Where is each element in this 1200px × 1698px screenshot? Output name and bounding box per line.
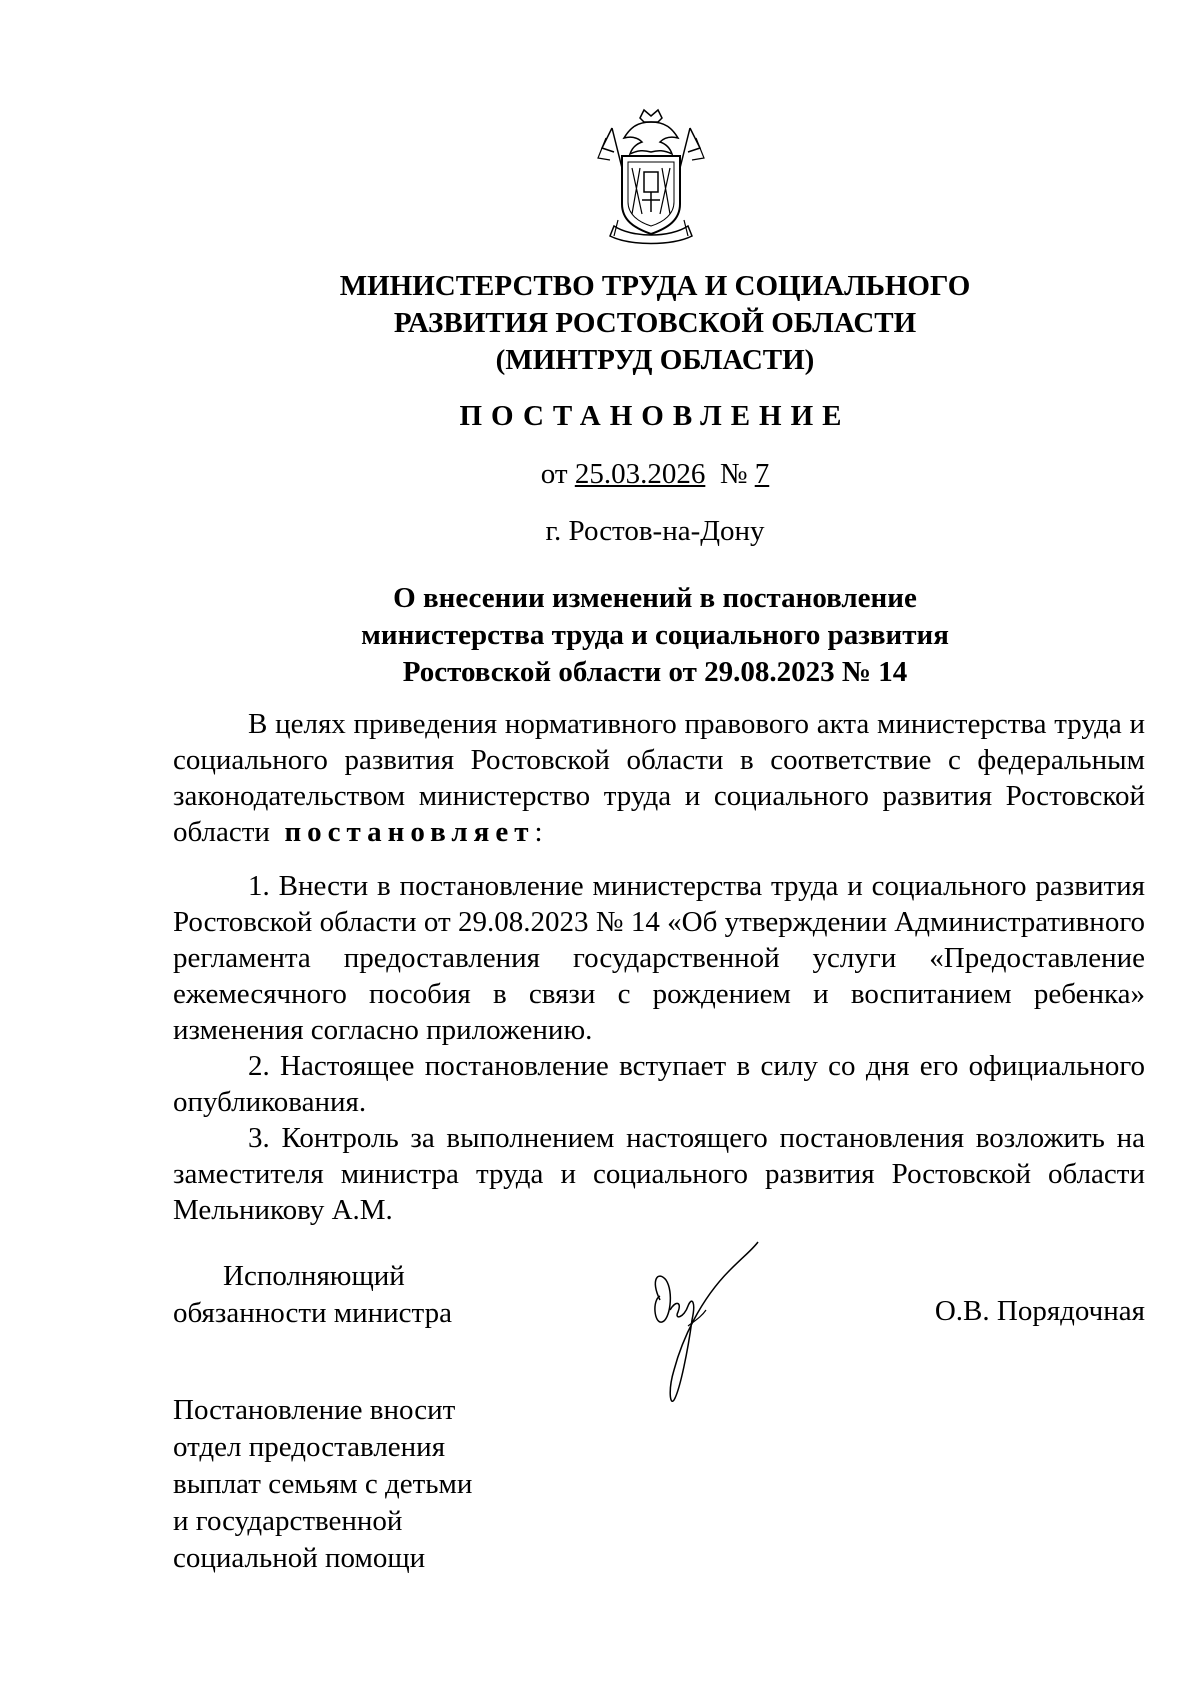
position-line: обязанности министра <box>173 1297 452 1329</box>
document-city: г. Ростов-на-Дону <box>545 515 765 547</box>
footer-line: выплат семьям с детьми <box>173 1468 473 1500</box>
ministry-line: РАЗВИТИЯ РОСТОВСКОЙ ОБЛАСТИ <box>393 307 917 339</box>
resolution-item: 2. Настоящее постановление вступает в силу со дня его официального опубликования. <box>173 1050 1145 1118</box>
document-date-number <box>160 458 1150 491</box>
resolution-item: 3. Контроль за выполнением настоящего постановления возложить на заместителя министра труда и социального развития Ростовской области Мельникову А.М. <box>173 1122 1145 1226</box>
coat-of-arms-icon <box>592 108 710 248</box>
preamble <box>173 706 1145 850</box>
signature-icon <box>640 1240 780 1410</box>
subject-line: О внесении изменений в постановление <box>393 582 917 614</box>
ministry-line: МИНИСТЕРСТВО ТРУДА И СОЦИАЛЬНОГО <box>339 270 971 302</box>
preamble-text: В целях приведения нормативного правового акта министерства труда и социального развития Ростовской области в соответствие с федеральным законодательством министерство труда и социального развития Ростовской области <box>173 708 1145 848</box>
resolution-items <box>173 868 1145 1228</box>
document-date: 25.03.2026 <box>574 458 706 490</box>
document-number: 7 <box>754 458 770 490</box>
subject-line: Ростовской области от 29.08.2023 № 14 <box>402 656 908 688</box>
resolves-word: постановляет <box>284 816 535 848</box>
number-prefix: № <box>719 458 748 490</box>
prepared-by-note <box>173 1392 472 1577</box>
document-type: ПОСТАНОВЛЕНИЕ <box>459 400 851 432</box>
ministry-line: (МИНТРУД ОБЛАСТИ) <box>495 344 815 376</box>
signatory-position <box>173 1258 452 1332</box>
resolution-item: 1. Внести в постановление министерства труда и социального развития Ростовской области от 29.08.2023 № 14 «Об утверждении Административного регламента предоставления государственной услуги «Предоставление ежемесячного пособия в связи с рождением и воспитанием ребенка» изменения согласно приложению. <box>173 870 1145 1046</box>
footer-line: отдел предоставления <box>173 1431 446 1463</box>
footer-line: социальной помощи <box>173 1542 426 1574</box>
preamble-colon: : <box>534 816 543 848</box>
signatory-name: О.В. Порядочная <box>934 1295 1145 1327</box>
footer-line: Постановление вносит <box>173 1394 456 1426</box>
subject-line: министерства труда и социального развития <box>361 619 949 651</box>
footer-line: и государственной <box>173 1505 403 1537</box>
position-line: Исполняющий <box>223 1260 405 1292</box>
preamble-paragraph <box>173 706 1145 850</box>
ministry-name <box>160 268 1150 379</box>
document-subject <box>160 580 1150 691</box>
date-prefix: от <box>540 458 568 490</box>
